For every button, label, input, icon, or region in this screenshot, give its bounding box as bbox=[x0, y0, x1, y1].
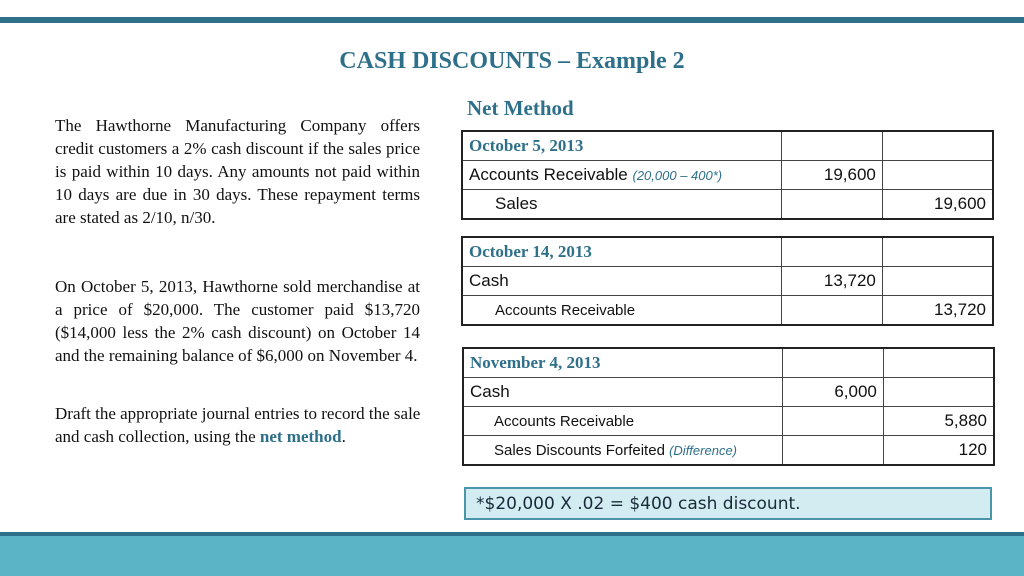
debit-cell: 6,000 bbox=[783, 378, 884, 407]
debit-cell bbox=[783, 407, 884, 436]
slide-title: CASH DISCOUNTS – Example 2 bbox=[339, 48, 685, 74]
entry-date: October 14, 2013 bbox=[462, 237, 782, 267]
account-cell: Cash bbox=[463, 378, 783, 407]
table-row bbox=[462, 131, 993, 161]
account-note: (Difference) bbox=[669, 442, 738, 458]
table-row bbox=[463, 378, 994, 407]
entry-date: November 4, 2013 bbox=[463, 348, 783, 378]
credit-cell bbox=[883, 378, 994, 407]
account-name: Sales Discounts Forfeited bbox=[494, 441, 665, 459]
debit-cell bbox=[782, 131, 883, 161]
credit-cell bbox=[882, 237, 993, 267]
debit-cell: 19,600 bbox=[782, 161, 883, 190]
table-row bbox=[463, 436, 994, 466]
table-row bbox=[462, 190, 993, 220]
credit-cell bbox=[882, 267, 993, 296]
debit-cell bbox=[782, 190, 883, 220]
debit-cell bbox=[782, 237, 883, 267]
table-row bbox=[462, 161, 993, 190]
debit-cell bbox=[782, 296, 883, 326]
net-method-highlight: net method bbox=[259, 427, 342, 446]
bottom-band bbox=[0, 536, 1024, 576]
section-subtitle: Net Method bbox=[467, 96, 574, 120]
debit-cell: 13,720 bbox=[782, 267, 883, 296]
journal-entry-oct14 bbox=[461, 236, 994, 326]
account-cell: Accounts Receivable bbox=[462, 296, 782, 326]
credit-cell: 5,880 bbox=[883, 407, 994, 436]
debit-cell bbox=[783, 436, 884, 466]
journal-entry-nov4 bbox=[462, 347, 995, 466]
instruction-period: . bbox=[341, 427, 346, 446]
table-row bbox=[463, 348, 994, 378]
credit-cell: 120 bbox=[883, 436, 994, 466]
top-accent-bar bbox=[0, 17, 1024, 23]
footnote-box: *$20,000 X .02 = $400 cash discount. bbox=[464, 487, 992, 520]
table-row bbox=[462, 267, 993, 296]
credit-cell bbox=[882, 131, 993, 161]
credit-cell: 19,600 bbox=[882, 190, 993, 220]
entry-date: October 5, 2013 bbox=[462, 131, 782, 161]
credit-cell: 13,720 bbox=[882, 296, 993, 326]
debit-cell bbox=[783, 348, 884, 378]
credit-cell bbox=[883, 348, 994, 378]
account-cell: Sales bbox=[462, 190, 782, 220]
instruction-text: Draft the appropriate journal entries to record the sale and cash collection, using the bbox=[55, 404, 421, 446]
account-cell bbox=[463, 436, 783, 466]
account-note: (20,000 – 400*) bbox=[632, 168, 723, 183]
account-name: Accounts Receivable bbox=[469, 165, 628, 184]
account-cell bbox=[462, 161, 782, 190]
table-row bbox=[463, 407, 994, 436]
journal-entry-oct5 bbox=[461, 130, 994, 220]
account-cell: Accounts Receivable bbox=[463, 407, 783, 436]
problem-paragraph-1: The Hawthorne Manufacturing Company offers credit customers a 2% cash discount if the sales price is paid within 10 days. Any amounts not paid within 10 days are due in 30 days. These repayment terms are stated as 2/10, n/30. bbox=[55, 116, 420, 227]
problem-paragraph-2: On October 5, 2013, Hawthorne sold merchandise at a price of $20,000. The customer paid $13,720 ($14,000 less the 2% cash discount) on October 14 and the remaining balance of $6,000 on November 4. bbox=[55, 277, 420, 365]
instruction-paragraph bbox=[55, 402, 425, 448]
credit-cell bbox=[882, 161, 993, 190]
account-cell: Cash bbox=[462, 267, 782, 296]
table-row bbox=[462, 296, 993, 326]
table-row bbox=[462, 237, 993, 267]
